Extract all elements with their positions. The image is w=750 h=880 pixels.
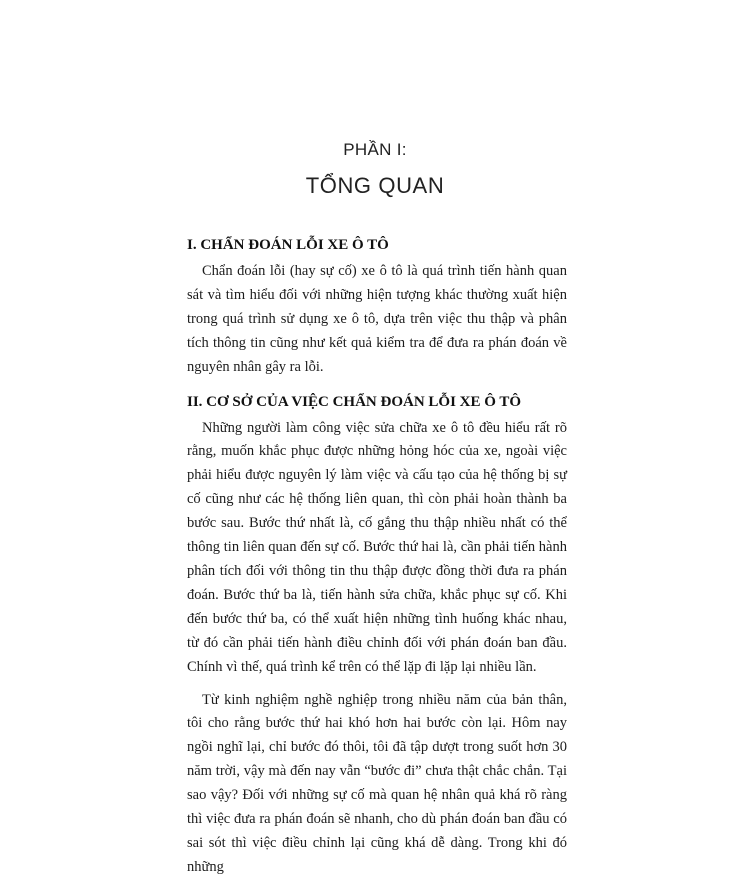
section-heading-1: I. CHẨN ĐOÁN LỖI XE Ô TÔ <box>187 237 389 253</box>
section-heading-2: II. CƠ SỞ CỦA VIỆC CHẨN ĐOÁN LỖI XE Ô TÔ <box>187 393 522 410</box>
part-title: TỔNG QUAN <box>305 173 445 198</box>
paragraph: Chẩn đoán lỗi (hay sự cố) xe ô tô là quá trình tiến hành quan sát và tìm hiểu đối với những hiện tượng khác thường xuất hiện trong quá trình sử dụng xe ô tô, dựa trên việc thu thập và phân tích thông tin cũng như kết quả kiểm tra để đưa ra phán đoán về nguyên nhân gây ra lỗi. <box>187 263 567 375</box>
paragraph: Những người làm công việc sửa chữa xe ô tô đều hiểu rất rõ rằng, muốn khắc phục được những hỏng hóc của xe, ngoài việc phải hiểu được nguyên lý làm việc và cấu tạo của hệ thống bị sự cố cũng như các hệ thống liên quan, thì còn phải hoàn thành ba bước sau. Bước thứ nhất là, cố gắng thu thập nhiều nhất có thể thông tin liên quan đến sự cố. Bước thứ hai là, cần phải tiến hành phân tích đối với thông tin thu thập được đồng thời đưa ra phán đoán. Bước thứ ba là, tiến hành sửa chữa, khắc phục sự cố. Khi đến bước thứ ba, có thể xuất hiện những tình huống khác nhau, từ đó cần phải tiến hành điều chỉnh đối với phán đoán ban đầu. Chính vì thế, quá trình kể trên có thể lặp đi lặp lại nhiều lần. <box>187 419 567 675</box>
paragraph: Từ kinh nghiệm nghề nghiệp trong nhiều năm của bản thân, tôi cho rằng bước thứ hai khó hơn hai bước còn lại. Hôm nay ngồi nghĩ lại, chỉ bước đó thôi, tôi đã tập dượt trong suốt hơn 30 năm trời, vậy mà đến nay vẫn “bước đi” chưa thật chắc chắn. Tại sao vậy? Đối với những sự cố mà quan hệ nhân quả khá rõ ràng thì việc đưa ra phán đoán sẽ nhanh, cho dù phán đoán ban đầu có sai sót thì việc điều chỉnh lại cũng khá dễ dàng. Trong khi đó những <box>187 691 567 875</box>
part-label: PHẦN I: <box>343 140 407 159</box>
page-body <box>187 233 567 880</box>
